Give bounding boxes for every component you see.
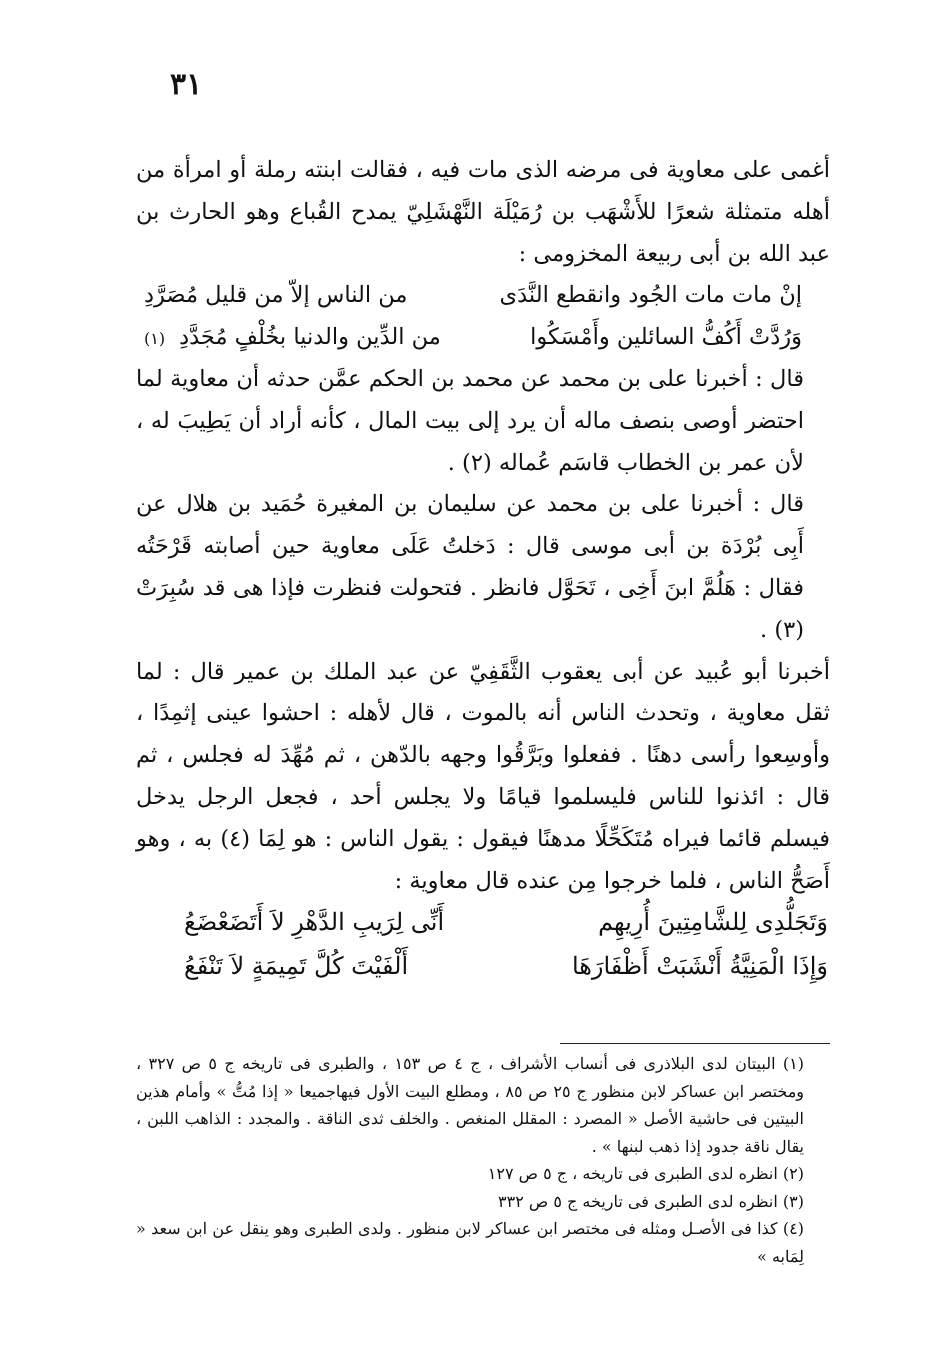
closing-verse <box>184 900 830 988</box>
verse-line-1 <box>136 275 830 317</box>
verse-line-2 <box>136 317 830 359</box>
footnote-4: (٤) كذا فى الأصـل ومثله فى مختصر ابن عساكر لابن منظور . ولدى الطبرى وهو ينقل عن ابن سعد « لِمَابه » <box>136 1219 804 1266</box>
footnote-1: (١) البيتان لدى البلاذرى فى أنساب الأشراف ، ج ٤ ص ١٥٣ ، والطبرى فى تاريخه ج ٥ ص ٣٢٧ ، ومختصر ابن عساكر لابن منظور ج ٢٥ ص ٨٥ ، ومطلع البيت الأول فيهاجميعا « إذا مُتُّ » وأمام هذين البيتين فى حاشية الأصل « المصرد : المقلل المنغص . والخلف ثدى الناقة . والمجدد : الذاهب اللبن ، يقال ناقة جدود إذا ذهب لبنها » . <box>136 1054 805 1156</box>
paragraph-bequest: قال : أخبرنا على بن محمد عن محمد بن الحكم عمَّن حدثه أن معاوية لما احتضر أوصى بنصف ماله أن يرد إلى بيت المال ، كأنه أراد أن يَطِيبَ له ، لأن عمر بن الخطاب قاسَم عُماله (٢) . <box>136 365 804 476</box>
verse-hemistich-first: إنْ مات مات الجُود وانقطع النَّدَى <box>499 282 802 309</box>
verse-hemistich-second: من الناس إلاّ من قليل مُصَرَّدِ <box>144 282 408 309</box>
footnote-3: (٣) انظره لدى الطبرى فى تاريخه ج ٥ ص ٣٣٢ <box>498 1191 804 1211</box>
verse-line-3 <box>184 900 830 944</box>
verse-hemistich-first: وَرُدَّتْ أَكُفُّ السائلين وأَمْسَكُوا <box>530 324 802 351</box>
verse-hemistich-first: وَإِذَا الْمَنِيَّةُ أَنْشَبَتْ أَظْفَارَهَا <box>571 952 828 980</box>
paragraph-illness: أخبرنا أبو عُبيد عن أبى يعقوب الثَّقَفِيّ عن عبد الملك بن عمير قال : لما ثقل معاوية ، وتحدث الناس أنه بالموت ، قال لأهله : احشوا عينى إثمِدًا ، وأوسِعوا رأسى دهنًا . ففعلوا وبَرَّقُوا وجهه بالدّهن ، ثم مُهِّدَ له فجلس ، ثم قال : ائذنوا للناس فليسلموا قيامًا ولا يجلس أحد ، فجعل الرجل يدخل فيسلم قائما فيراه مُتَكَحِّلًا مدهنًا فيقول : يقول الناس : هو لِمَا (٤) به ، وهو أَصَحُّ الناس ، فلما خرجوا مِن عنده قال معاوية : <box>136 658 830 894</box>
verse-hemistich-first: وَتَجَلُّدِى لِلشَّامِتِينَ أُرِيهِم <box>598 908 828 936</box>
verse-hemistich-second: أَنِّى لِرَيبِ الدَّهْرِ لاَ أَتَضَعْضَعُ <box>184 908 445 936</box>
footnote-2: (٢) انظره لدى الطبرى فى تاريخه ، ج ٥ ص ١٢٧ <box>487 1164 804 1183</box>
footnote-marker: (١) <box>144 329 166 349</box>
verse-line-4 <box>184 944 830 988</box>
paragraph-burda: قال : أخبرنا على بن محمد عن سليمان بن المغيرة حُمَيد بن هلال عن أَبِى بُرْدَة بن أبى موسى قال : دَخلتُ عَلَى معاوية حين أصابته قَرْحَتُه فقال : هَلُمَّ ابنَ أَخِى ، تَحَوَّل فانظر . فتحولت فنظرت فإذا هى قد سُبِرَتْ (٣) . <box>136 491 804 643</box>
main-text <box>136 150 830 902</box>
page-number: ٣١ <box>170 67 203 102</box>
verse-hemistich-second-with-marker <box>144 317 441 360</box>
paragraph-intro: أغمى على معاوية فى مرضه الذى مات فيه ، فقالت ابنته رملة أو امرأة من أهله متمثلة شعرًا للأَشْهَب بن رُمَيْلَة النَّهْشَلِيّ يمدح القُباع وهو الحارث بن عبد الله بن أبى ربيعة المخزومى : <box>136 157 830 267</box>
footnote-divider <box>560 1043 830 1044</box>
verse-hemistich-second: من الدِّين والدنيا بخُلْفٍ مُجَدَّدِ <box>179 324 441 351</box>
verse-hemistich-second: أَلْفَيْتَ كُلَّ تَمِيمَةٍ لاَ تَنْفَعُ <box>184 952 409 980</box>
footnotes <box>136 1050 830 1270</box>
